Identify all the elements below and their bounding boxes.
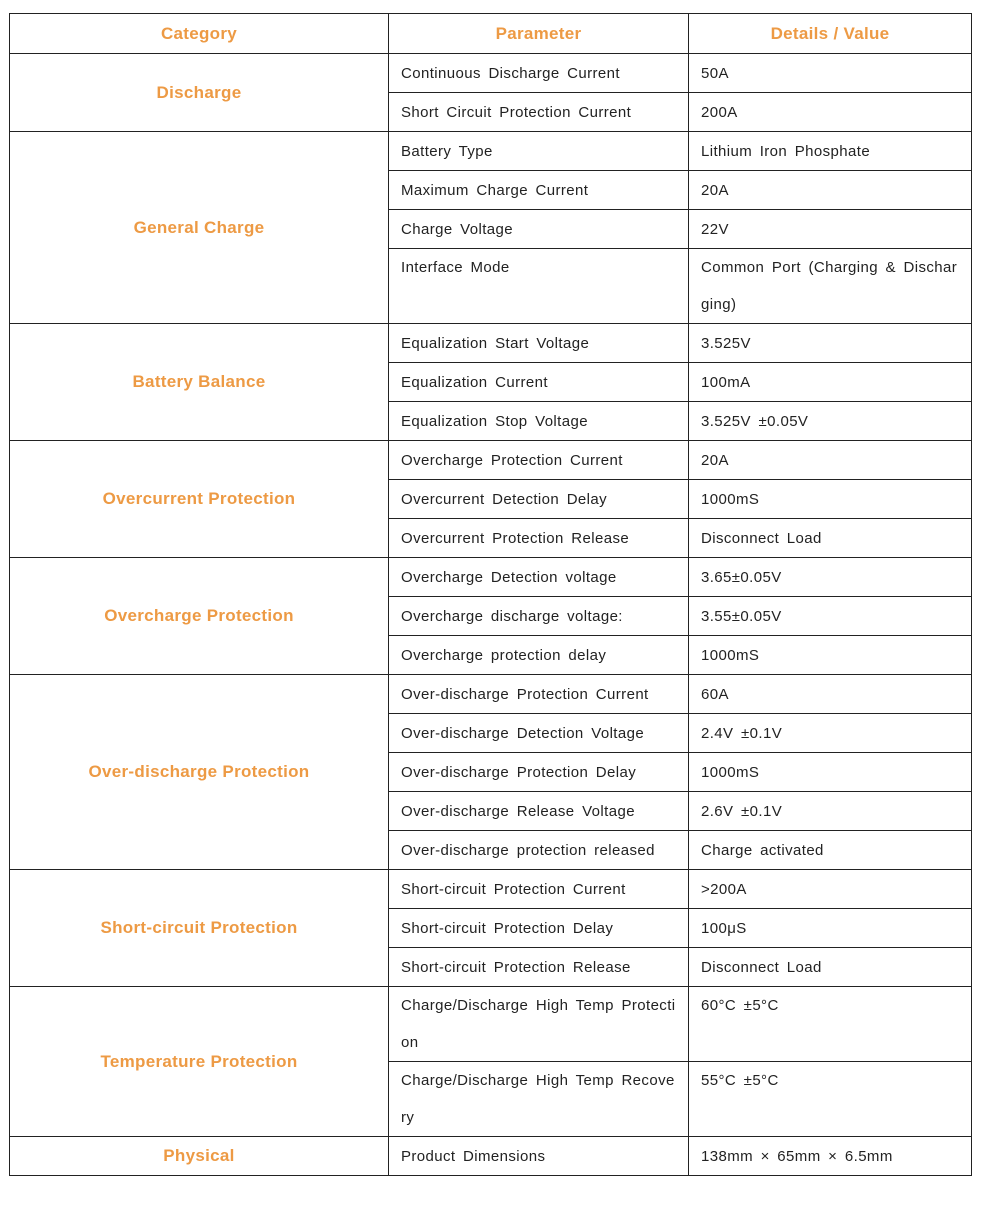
value-cell: >200A (689, 870, 972, 909)
category-cell: General Charge (10, 132, 389, 324)
spec-table-body (10, 54, 972, 1176)
parameter-cell: Equalization Current (389, 363, 689, 402)
parameter-cell: Overcharge Detection voltage (389, 558, 689, 597)
parameter-cell: Short-circuit Protection Delay (389, 909, 689, 948)
parameter-cell: Over-discharge Detection Voltage (389, 714, 689, 753)
value-cell: 55°C ±5°C (689, 1062, 972, 1137)
value-cell: Common Port (Charging & Discharging) (689, 249, 972, 324)
category-cell: Overcurrent Protection (10, 441, 389, 558)
value-cell: 20A (689, 171, 972, 210)
table-row (10, 987, 972, 1062)
value-cell: 100mA (689, 363, 972, 402)
value-cell: 1000mS (689, 636, 972, 675)
category-cell: Temperature Protection (10, 987, 389, 1137)
value-cell: Disconnect Load (689, 519, 972, 558)
parameter-cell: Equalization Stop Voltage (389, 402, 689, 441)
value-cell: 50A (689, 54, 972, 93)
table-row (10, 870, 972, 909)
category-cell: Short-circuit Protection (10, 870, 389, 987)
spec-table (9, 13, 972, 1176)
parameter-cell: Battery Type (389, 132, 689, 171)
value-cell: 60A (689, 675, 972, 714)
parameter-cell: Short-circuit Protection Current (389, 870, 689, 909)
value-cell: 1000mS (689, 753, 972, 792)
value-cell: 1000mS (689, 480, 972, 519)
parameter-cell: Interface Mode (389, 249, 689, 324)
table-row (10, 324, 972, 363)
parameter-cell: Charge/Discharge High Temp Recovery (389, 1062, 689, 1137)
header-parameter: Parameter (389, 14, 689, 54)
parameter-cell: Product Dimensions (389, 1137, 689, 1176)
category-cell: Battery Balance (10, 324, 389, 441)
value-cell: 2.4V ±0.1V (689, 714, 972, 753)
header-value: Details / Value (689, 14, 972, 54)
parameter-cell: Overcharge discharge voltage: (389, 597, 689, 636)
parameter-cell: Charge/Discharge High Temp Protection (389, 987, 689, 1062)
table-row (10, 441, 972, 480)
header-row (10, 14, 972, 54)
value-cell: 20A (689, 441, 972, 480)
parameter-cell: Over-discharge Protection Current (389, 675, 689, 714)
value-cell: 3.55±0.05V (689, 597, 972, 636)
table-row (10, 558, 972, 597)
parameter-cell: Over-discharge protection released (389, 831, 689, 870)
parameter-cell: Overcharge protection delay (389, 636, 689, 675)
value-cell: 100μS (689, 909, 972, 948)
table-row (10, 132, 972, 171)
value-cell: Lithium Iron Phosphate (689, 132, 972, 171)
parameter-cell: Equalization Start Voltage (389, 324, 689, 363)
parameter-cell: Over-discharge Release Voltage (389, 792, 689, 831)
table-row (10, 54, 972, 93)
parameter-cell: Maximum Charge Current (389, 171, 689, 210)
parameter-cell: Over-discharge Protection Delay (389, 753, 689, 792)
parameter-cell: Short-circuit Protection Release (389, 948, 689, 987)
parameter-cell: Overcurrent Detection Delay (389, 480, 689, 519)
category-cell: Overcharge Protection (10, 558, 389, 675)
value-cell: 60°C ±5°C (689, 987, 972, 1062)
value-cell: 200A (689, 93, 972, 132)
header-category: Category (10, 14, 389, 54)
value-cell: 2.6V ±0.1V (689, 792, 972, 831)
parameter-cell: Continuous Discharge Current (389, 54, 689, 93)
value-cell: 3.525V (689, 324, 972, 363)
value-cell: Disconnect Load (689, 948, 972, 987)
category-cell: Discharge (10, 54, 389, 132)
parameter-cell: Overcurrent Protection Release (389, 519, 689, 558)
category-cell: Over-discharge Protection (10, 675, 389, 870)
table-row (10, 1137, 972, 1176)
category-cell: Physical (10, 1137, 389, 1176)
parameter-cell: Charge Voltage (389, 210, 689, 249)
table-row (10, 675, 972, 714)
value-cell: 3.65±0.05V (689, 558, 972, 597)
value-cell: 3.525V ±0.05V (689, 402, 972, 441)
value-cell: Charge activated (689, 831, 972, 870)
parameter-cell: Short Circuit Protection Current (389, 93, 689, 132)
value-cell: 138mm × 65mm × 6.5mm (689, 1137, 972, 1176)
value-cell: 22V (689, 210, 972, 249)
parameter-cell: Overcharge Protection Current (389, 441, 689, 480)
